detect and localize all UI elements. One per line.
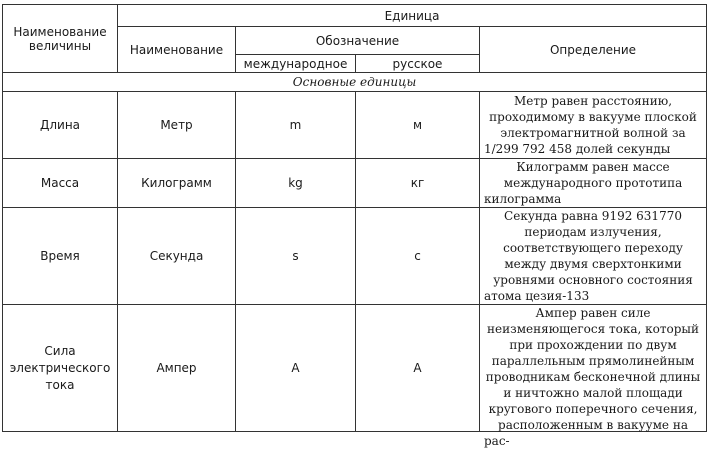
rus-symbol-cell: м: [356, 92, 480, 159]
si-units-table: [2, 4, 707, 448]
section-title: Основные единицы: [3, 73, 707, 92]
unit-name-cell: Секунда: [118, 208, 236, 305]
table-row: [3, 92, 707, 159]
rus-symbol-cell: А: [356, 305, 480, 432]
header-russian: русское: [356, 55, 480, 73]
definition-cell: Килограмм равен массе международного прототипа килограмма: [480, 159, 707, 208]
unit-name-cell: Килограмм: [118, 159, 236, 208]
table-row: [3, 305, 707, 432]
intl-symbol-cell: s: [236, 208, 356, 305]
quantity-cell: Длина: [3, 92, 118, 159]
intl-symbol-cell: m: [236, 92, 356, 159]
rus-symbol-cell: с: [356, 208, 480, 305]
intl-symbol-cell: kg: [236, 159, 356, 208]
header-quantity-name: Наименование величины: [3, 5, 118, 73]
header-unit-name: Наименование: [118, 27, 236, 73]
definition-cell: Метр равен расстоянию, проходимому в вакууме плоской электромагнитной волной за 1/299 792 458 долей секунды: [480, 92, 707, 159]
rus-symbol-cell: кг: [356, 159, 480, 208]
header-designation: Обозначение: [236, 27, 480, 55]
definition-cell: Секунда равна 9192 631770 периодам излучения, соответствующего переходу между двумя сверхтонкими уровнями основного состояния атома цезия-133: [480, 208, 707, 305]
quantity-cell: Масса: [3, 159, 118, 208]
header-definition: Определение: [480, 27, 707, 73]
intl-symbol-cell: A: [236, 305, 356, 432]
table-row: [3, 208, 707, 305]
unit-name-cell: Метр: [118, 92, 236, 159]
header-unit-group: Единица: [118, 5, 707, 27]
quantity-cell: Время: [3, 208, 118, 305]
unit-name-cell: Ампер: [118, 305, 236, 432]
definition-cell: [480, 305, 707, 448]
header-international: международное: [236, 55, 356, 73]
quantity-cell: Сила электрического тока: [3, 305, 118, 432]
definition-text: Ампер равен силе неизменяющегося тока, который при прохождении по двум параллельным прямолинейным проводникам бесконечной длины и ничтожно малой площади кругового поперечного сечения, расположенным в вакууме на рас-: [484, 306, 701, 448]
table-row: [3, 159, 707, 208]
